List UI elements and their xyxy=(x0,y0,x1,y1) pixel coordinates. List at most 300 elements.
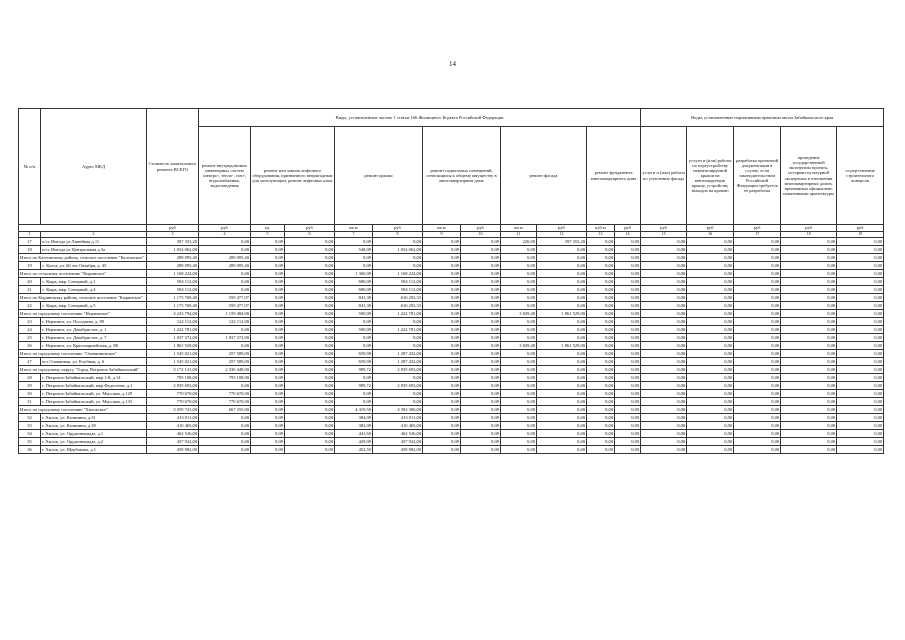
row-address: п/ст Имгода ул.Центральная д.3а xyxy=(41,246,147,254)
value-cell: 0,00 xyxy=(641,302,687,310)
value-cell: 770 670,00 xyxy=(199,398,251,406)
value-cell: 0,00 xyxy=(537,390,587,398)
table-row xyxy=(19,358,884,366)
value-cell: 0,00 xyxy=(641,422,687,430)
value-cell: 0,00 xyxy=(461,438,501,446)
value-cell: 0,00 xyxy=(687,262,734,270)
value-cell: 0,00 xyxy=(641,438,687,446)
value-cell: 0,00 xyxy=(423,246,461,254)
row-number: 19 xyxy=(19,262,41,270)
value-cell: 0,00 xyxy=(335,334,373,342)
value-cell: 0,00 xyxy=(251,382,285,390)
header-lift: ремонт или замена лифтового оборудования, признанного непригодным для эксплуатации, ремонт лифтовых шахт xyxy=(251,127,335,225)
value-cell: 3 829,40 xyxy=(501,310,537,318)
value-cell: 0,00 xyxy=(537,446,587,454)
row-number: 32 xyxy=(19,414,41,422)
value-cell: 659,98 xyxy=(335,358,373,366)
value-cell: 0,00 xyxy=(537,350,587,358)
value-cell: 0,00 xyxy=(587,262,615,270)
value-cell: 0,00 xyxy=(615,302,641,310)
table-row xyxy=(19,398,884,406)
table-row xyxy=(19,430,884,438)
value-cell: 0,00 xyxy=(461,390,501,398)
value-cell: 0,00 xyxy=(734,422,781,430)
value-cell: 0,00 xyxy=(781,390,837,398)
value-cell: 5 059 741,00 xyxy=(147,406,199,414)
table-row-subtotal xyxy=(19,254,884,262)
value-cell: 0,00 xyxy=(641,278,687,286)
value-cell: 0,00 xyxy=(285,342,335,350)
value-cell: 0,00 xyxy=(734,302,781,310)
unit-cell: руб xyxy=(734,225,781,232)
value-cell: 0,00 xyxy=(423,270,461,278)
value-cell: 0,00 xyxy=(501,390,537,398)
unit-cell: руб xyxy=(687,225,734,232)
unit-cell: руб xyxy=(199,225,251,232)
value-cell: 500,09 xyxy=(335,310,373,318)
value-cell: 0,00 xyxy=(251,326,285,334)
value-cell: 0,00 xyxy=(423,438,461,446)
value-cell: 1 032 062,00 xyxy=(147,246,199,254)
row-number: 28 xyxy=(19,374,41,382)
value-cell: 0,00 xyxy=(423,374,461,382)
value-cell: 770 670,00 xyxy=(147,390,199,398)
header-address: Адрес МКД xyxy=(41,109,147,225)
value-cell: 0,00 xyxy=(501,414,537,422)
value-cell: 0,00 xyxy=(423,382,461,390)
table-row-subtotal xyxy=(19,406,884,414)
value-cell: 0,00 xyxy=(641,326,687,334)
value-cell: 1 222 781,00 xyxy=(147,326,199,334)
table-row xyxy=(19,446,884,454)
value-cell: 0,00 xyxy=(461,326,501,334)
value-cell: 0,00 xyxy=(837,438,884,446)
value-cell: 0,00 xyxy=(587,342,615,350)
column-number-cell: 11 xyxy=(501,232,537,238)
value-cell: 0,00 xyxy=(461,350,501,358)
value-cell: 0,00 xyxy=(251,302,285,310)
unit-cell: кв.м xyxy=(423,225,461,232)
value-cell: 0,00 xyxy=(587,422,615,430)
row-number: 33 xyxy=(19,422,41,430)
value-cell: 0,00 xyxy=(461,446,501,454)
value-cell: 0,00 xyxy=(501,326,537,334)
value-cell: 0,00 xyxy=(251,342,285,350)
value-cell: 0,00 xyxy=(423,262,461,270)
row-number: 20 xyxy=(19,278,41,286)
value-cell: 0,00 xyxy=(837,246,884,254)
value-cell: 0,00 xyxy=(335,390,373,398)
table-row xyxy=(19,334,884,342)
value-cell: 0,00 xyxy=(837,446,884,454)
value-cell: 0,00 xyxy=(781,238,837,246)
value-cell: 0,00 xyxy=(537,422,587,430)
value-cell: 0,00 xyxy=(501,254,537,262)
header-group-federal: Виды, установленные частью 1 статьи 166 Жилищного Кодекса Российской Федерации xyxy=(199,109,641,127)
value-cell: 0,00 xyxy=(373,254,423,262)
unit-cell: руб xyxy=(147,225,199,232)
value-cell: 0,00 xyxy=(251,334,285,342)
value-cell: 5 172 141,00 xyxy=(147,366,199,374)
value-cell: 659,98 xyxy=(335,350,373,358)
column-number-cell: 6 xyxy=(285,232,335,238)
value-cell: 0,00 xyxy=(373,318,423,326)
value-cell: 257 589,00 xyxy=(199,358,251,366)
value-cell: 1 168 224,00 xyxy=(147,270,199,278)
value-cell: 0,00 xyxy=(781,270,837,278)
value-cell: 0,00 xyxy=(373,342,423,350)
value-cell: 0,00 xyxy=(461,238,501,246)
row-number: 29 xyxy=(19,382,41,390)
row-number: 30 xyxy=(19,390,41,398)
subtotal-label: Итого по Кыринскому району, сельское поселение "Кыринское" xyxy=(19,294,147,302)
value-cell: 0,00 xyxy=(501,286,537,294)
value-cell: 0,00 xyxy=(687,390,734,398)
value-cell: 0,00 xyxy=(837,430,884,438)
table-row xyxy=(19,390,884,398)
value-cell: 0,00 xyxy=(199,270,251,278)
value-cell: 0,00 xyxy=(251,438,285,446)
value-cell: 0,00 xyxy=(837,286,884,294)
row-number: 22 xyxy=(19,302,41,310)
value-cell: 413 011,00 xyxy=(147,414,199,422)
value-cell: 0,00 xyxy=(734,326,781,334)
unit-cell: кв.м xyxy=(335,225,373,232)
value-cell: 0,00 xyxy=(461,374,501,382)
value-cell: 1 037 372,00 xyxy=(199,334,251,342)
table-row xyxy=(19,342,884,350)
value-cell: 0,00 xyxy=(615,270,641,278)
value-cell: 0,00 xyxy=(501,398,537,406)
value-cell: 0,00 xyxy=(501,262,537,270)
value-cell: 0,00 xyxy=(734,342,781,350)
value-cell: 0,00 xyxy=(837,262,884,270)
value-cell: 0,00 xyxy=(587,446,615,454)
table-row xyxy=(19,422,884,430)
table-row-subtotal xyxy=(19,310,884,318)
value-cell: 0,00 xyxy=(537,254,587,262)
table-row xyxy=(19,302,884,310)
value-cell: 0,00 xyxy=(837,382,884,390)
column-number-cell: 19 xyxy=(837,232,884,238)
row-number: 18 xyxy=(19,246,41,254)
value-cell: 0,00 xyxy=(423,446,461,454)
value-cell: 0,00 xyxy=(837,334,884,342)
page-number: 14 xyxy=(449,60,456,68)
row-number: 36 xyxy=(19,446,41,454)
value-cell: 0,00 xyxy=(587,438,615,446)
value-cell: 0,00 xyxy=(615,406,641,414)
value-cell: 0,00 xyxy=(734,430,781,438)
value-cell: 0,00 xyxy=(687,358,734,366)
row-number: 23 xyxy=(19,318,41,326)
value-cell: 0,00 xyxy=(501,294,537,302)
row-address: г. Нерчинск, ул. Декабристов, д. 1 xyxy=(41,326,147,334)
value-cell: 0,00 xyxy=(587,398,615,406)
value-cell: 0,00 xyxy=(781,422,837,430)
value-cell: 0,00 xyxy=(837,366,884,374)
header-total-cost: Стоимость капитального ремонта ВСЕГО xyxy=(147,109,199,225)
column-number-cell: 10 xyxy=(461,232,501,238)
row-number: 17 xyxy=(19,238,41,246)
value-cell: 0,00 xyxy=(837,278,884,286)
unit-cell: руб xyxy=(373,225,423,232)
value-cell: 0,00 xyxy=(537,294,587,302)
value-cell: 0,00 xyxy=(461,286,501,294)
value-cell: 0,00 xyxy=(199,238,251,246)
value-cell: 2 835 693,00 xyxy=(147,382,199,390)
value-cell: 0,00 xyxy=(587,366,615,374)
value-cell: 0,00 xyxy=(285,446,335,454)
value-cell: 0,00 xyxy=(781,278,837,286)
column-number-cell: 14 xyxy=(615,232,641,238)
value-cell: 0,00 xyxy=(734,246,781,254)
value-cell: 397 353,20 xyxy=(537,238,587,246)
value-cell: 680,00 xyxy=(335,278,373,286)
value-cell: 0,00 xyxy=(501,374,537,382)
value-cell: 0,00 xyxy=(285,334,335,342)
value-cell: 0,00 xyxy=(837,374,884,382)
value-cell: 0,00 xyxy=(285,318,335,326)
value-cell: 0,00 xyxy=(251,350,285,358)
value-cell: 0,00 xyxy=(423,342,461,350)
value-cell: 0,00 xyxy=(734,294,781,302)
row-address: г. Хилок, ул. Калинина, д.31 xyxy=(41,414,147,422)
value-cell: 0,00 xyxy=(537,286,587,294)
value-cell: 3 829,40 xyxy=(501,342,537,350)
value-cell: 0,00 xyxy=(687,382,734,390)
table-row xyxy=(19,438,884,446)
value-cell: 0,00 xyxy=(587,294,615,302)
header-group-regional: Виды, установленные нормативным правовым актом Забайкальского края xyxy=(641,109,884,127)
column-number-cell: 12 xyxy=(537,232,587,238)
column-number-cell: 9 xyxy=(423,232,461,238)
value-cell: 0,00 xyxy=(615,246,641,254)
value-cell: 0,00 xyxy=(285,358,335,366)
value-cell: 0,00 xyxy=(587,286,615,294)
value-cell: 0,00 xyxy=(687,294,734,302)
value-cell: 0,00 xyxy=(251,366,285,374)
value-cell: 548,00 xyxy=(335,246,373,254)
row-address: г. Петровск-Забайкальский, ул. Мысовая, д.133 xyxy=(41,398,147,406)
value-cell: 0,00 xyxy=(615,334,641,342)
value-cell: 0,00 xyxy=(251,390,285,398)
value-cell: 0,00 xyxy=(285,254,335,262)
value-cell: 0,00 xyxy=(687,398,734,406)
value-cell: 0,00 xyxy=(461,246,501,254)
value-cell: 0,00 xyxy=(587,334,615,342)
value-cell: 584 112,00 xyxy=(147,278,199,286)
column-number-cell: 3 xyxy=(147,232,199,238)
value-cell: 0,00 xyxy=(423,286,461,294)
value-cell: 0,00 xyxy=(423,254,461,262)
value-cell: 0,00 xyxy=(423,350,461,358)
value-cell: 0,00 xyxy=(837,406,884,414)
value-cell: 0,00 xyxy=(537,438,587,446)
value-cell: 122 112,00 xyxy=(199,318,251,326)
table-body xyxy=(19,238,884,454)
value-cell: 0,00 xyxy=(285,302,335,310)
value-cell: 0,00 xyxy=(251,294,285,302)
header-pitched-roof: услуги и (или) работы по переустройству невентилируемой крыши на вентилируемую крышу, устройству выходов на кровлю xyxy=(687,127,734,225)
value-cell: 0,00 xyxy=(251,238,285,246)
value-cell: 0,00 xyxy=(285,286,335,294)
value-cell: 616 292,33 xyxy=(373,302,423,310)
table-row-subtotal xyxy=(19,294,884,302)
value-cell: 0,00 xyxy=(837,310,884,318)
column-number-cell: 17 xyxy=(734,232,781,238)
value-cell: 0,00 xyxy=(199,326,251,334)
value-cell: 0,00 xyxy=(587,374,615,382)
value-cell: 0,00 xyxy=(781,358,837,366)
value-cell: 4 392 386,00 xyxy=(373,406,423,414)
header-facade: ремонт фасада xyxy=(501,127,587,225)
value-cell: 0,00 xyxy=(615,286,641,294)
row-address: г. Нерчинск, ул. Погодаева, д. 89 xyxy=(41,318,147,326)
value-cell: 0,00 xyxy=(423,326,461,334)
value-cell: 0,00 xyxy=(641,406,687,414)
value-cell: 0,00 xyxy=(641,310,687,318)
value-cell: 289 095,40 xyxy=(199,262,251,270)
value-cell: 1 861 529,00 xyxy=(147,342,199,350)
header-row-groups xyxy=(19,109,884,127)
value-cell: 0,00 xyxy=(781,414,837,422)
value-cell: 0,00 xyxy=(461,262,501,270)
value-cell: 0,00 xyxy=(687,342,734,350)
value-cell: 0,00 xyxy=(251,398,285,406)
value-cell: 1 861 529,00 xyxy=(537,310,587,318)
value-cell: 680,00 xyxy=(335,286,373,294)
value-cell: 0,00 xyxy=(687,302,734,310)
value-cell: 0,00 xyxy=(641,254,687,262)
value-cell: 0,00 xyxy=(285,414,335,422)
value-cell: 770 670,00 xyxy=(147,398,199,406)
value-cell: 0,00 xyxy=(734,254,781,262)
unit-cell: руб xyxy=(837,225,884,232)
value-cell: 0,00 xyxy=(641,398,687,406)
table-row xyxy=(19,382,884,390)
value-cell: 0,00 xyxy=(285,374,335,382)
value-cell: 0,00 xyxy=(687,422,734,430)
unit-cell: руб xyxy=(781,225,837,232)
row-number: 21 xyxy=(19,286,41,294)
value-cell: 0,00 xyxy=(687,310,734,318)
value-cell: 0,00 xyxy=(641,430,687,438)
unit-cell: руб xyxy=(285,225,335,232)
table-row xyxy=(19,278,884,286)
value-cell: 559 477,07 xyxy=(199,294,251,302)
value-cell: 0,00 xyxy=(781,438,837,446)
value-cell: 0,00 xyxy=(641,294,687,302)
value-cell: 0,00 xyxy=(781,262,837,270)
table-row-subtotal xyxy=(19,350,884,358)
table-row xyxy=(19,262,884,270)
value-cell: 0,00 xyxy=(687,334,734,342)
value-cell: 0,00 xyxy=(615,310,641,318)
value-cell: 410 465,00 xyxy=(373,422,423,430)
value-cell: 0,00 xyxy=(837,358,884,366)
header-engineering: ремонт внутридомовых инженерных систем электро-, тепло-, газо-, водоснабжения, водоотведения xyxy=(199,127,251,225)
row-address: г. Хилок, ул. Орджоникидзе, д.2 xyxy=(41,438,147,446)
value-cell: 0,00 xyxy=(587,414,615,422)
value-cell: 0,00 xyxy=(734,374,781,382)
value-cell: 384,00 xyxy=(335,414,373,422)
value-cell: 0,00 xyxy=(285,422,335,430)
value-cell: 1 545 021,00 xyxy=(147,350,199,358)
capital-repair-table xyxy=(18,108,884,454)
value-cell: 0,00 xyxy=(837,350,884,358)
value-cell: 0,00 xyxy=(423,430,461,438)
row-address: с. Кыра, мкр. Северный, д.5 xyxy=(41,302,147,310)
row-address: г. Петровск-Забайкальский, ул. Мысовая, д.129 xyxy=(41,390,147,398)
row-address: г. Петровск-Забайкальский, мкр 1-й, д.14 xyxy=(41,374,147,382)
value-cell: 0,00 xyxy=(615,350,641,358)
value-cell: 0,00 xyxy=(837,270,884,278)
value-cell: 0,00 xyxy=(501,270,537,278)
unit-cell: куб.м xyxy=(587,225,615,232)
value-cell: 4 243 794,00 xyxy=(147,310,199,318)
value-cell: 0,00 xyxy=(615,294,641,302)
value-cell: 0,00 xyxy=(615,342,641,350)
value-cell: 0,00 xyxy=(537,270,587,278)
value-cell: 0,00 xyxy=(641,358,687,366)
row-number: 26 xyxy=(19,342,41,350)
value-cell: 0,00 xyxy=(501,278,537,286)
value-cell: 0,00 xyxy=(641,374,687,382)
value-cell: 0,00 xyxy=(251,310,285,318)
value-cell: 0,00 xyxy=(837,342,884,350)
value-cell: 289 095,40 xyxy=(147,254,199,262)
value-cell: 0,00 xyxy=(251,270,285,278)
value-cell: 2 336 448,00 xyxy=(199,366,251,374)
value-cell: 0,00 xyxy=(251,374,285,382)
value-cell: 441,60 xyxy=(335,430,373,438)
value-cell: 0,00 xyxy=(615,398,641,406)
value-cell: 0,00 xyxy=(373,398,423,406)
value-cell: 0,00 xyxy=(423,318,461,326)
value-cell: 0,00 xyxy=(641,390,687,398)
value-cell: 0,00 xyxy=(781,302,837,310)
table-row xyxy=(19,238,884,246)
column-number-cell: 8 xyxy=(373,232,423,238)
value-cell: 0,00 xyxy=(285,310,335,318)
row-address: пгт Оловянная, ул. Клубная, д. 6 xyxy=(41,358,147,366)
value-cell: 0,00 xyxy=(687,278,734,286)
value-cell: 0,00 xyxy=(734,270,781,278)
table-row xyxy=(19,246,884,254)
value-cell: 0,00 xyxy=(335,374,373,382)
value-cell: 0,00 xyxy=(781,326,837,334)
value-cell: 0,00 xyxy=(461,366,501,374)
value-cell: 0,00 xyxy=(251,446,285,454)
value-cell: 0,00 xyxy=(587,270,615,278)
value-cell: 0,00 xyxy=(687,414,734,422)
value-cell: 0,00 xyxy=(251,414,285,422)
value-cell: 0,00 xyxy=(285,438,335,446)
value-cell: 0,00 xyxy=(373,374,423,382)
value-cell: 0,00 xyxy=(641,246,687,254)
row-number: 25 xyxy=(19,334,41,342)
value-cell: 0,00 xyxy=(199,438,251,446)
value-cell: 0,00 xyxy=(423,366,461,374)
value-cell: 0,00 xyxy=(587,358,615,366)
row-number: 24 xyxy=(19,326,41,334)
column-number-cell: 4 xyxy=(199,232,251,238)
row-address: г. Хилок, ул. Калинина, д.38 xyxy=(41,422,147,430)
table-row-subtotal xyxy=(19,270,884,278)
value-cell: 0,00 xyxy=(837,302,884,310)
row-address: г. Петровск-Забайкальский, мкр Федосеева, д.1 xyxy=(41,382,147,390)
